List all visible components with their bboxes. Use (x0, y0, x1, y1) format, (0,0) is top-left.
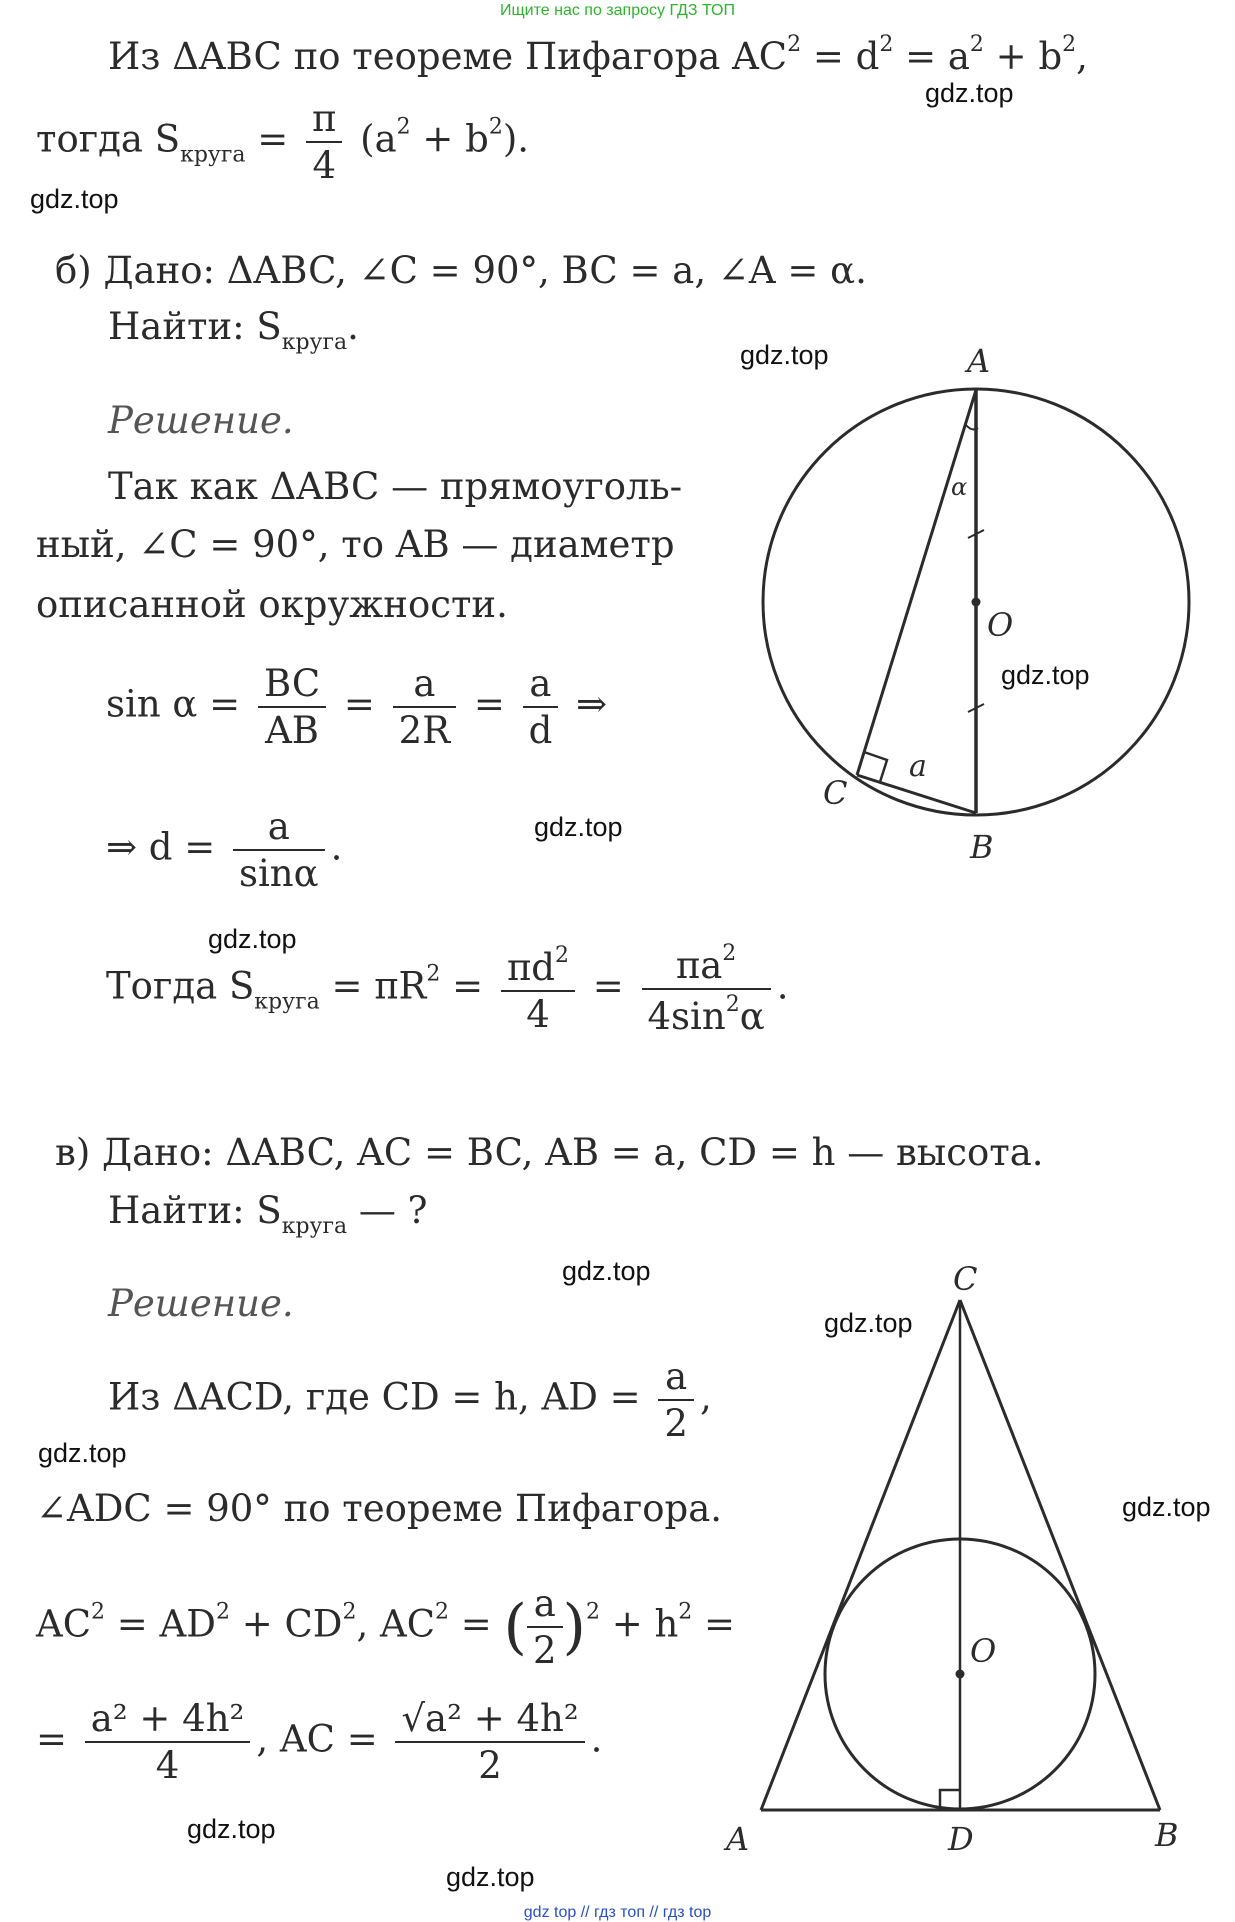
part-v-given: в) Дано: ΔABC, AC = BC, AB = a, CD = h — высота. (55, 1131, 1044, 1174)
footer-links: gdz top // гдз топ // гдз top (523, 1904, 712, 1921)
part-b-solution-heading: Решение. (108, 399, 294, 442)
watermark: gdz.top (824, 1308, 913, 1338)
side-cb (960, 1300, 1160, 1810)
line-area-circle: тогда $S_{круга}$ = $\frac{\pi}{4}$ $(a^2 + b^2)$. (36, 97, 530, 187)
line-pythagoras: Из ΔABC по теореме Пифагора $AC^2 = d^2 = a^2 + b^2$, (108, 32, 1088, 78)
label-side-a: a (909, 749, 927, 784)
watermark: gdz.top (446, 1862, 535, 1892)
label-d: D (948, 1820, 974, 1858)
part-v-solution-heading: Решение. (108, 1282, 294, 1325)
label-c: C (823, 774, 848, 812)
side-ca (761, 1300, 960, 1810)
label-a: A (967, 342, 991, 380)
area-result-formula: Тогда $S_{круга} = \pi R^2$ = $\frac{\pi d^2}{4}$ = $\frac{\pi a^2}{4\sin^2\alpha}$ . (106, 941, 789, 1038)
figure-circumscribed-circle (750, 330, 1220, 870)
ac-result-formula: = $\frac{\text{a² + 4h²}}{4}$ , AC = $\frac{\text{√a² + 4h²}}{2}$ . (36, 1697, 603, 1787)
label-b: B (1155, 1816, 1179, 1854)
label-c: C (953, 1260, 978, 1298)
sin-alpha-formula: sin α = $\frac{BC}{AB}$ = $\frac{a}{2R}$ = $\frac{a}{d}$ ⇒ (106, 662, 608, 752)
center-point (956, 1670, 965, 1679)
label-o: O (987, 606, 1014, 644)
watermark: gdz.top (925, 78, 1014, 108)
watermark: gdz.top (208, 924, 297, 954)
top-banner: Ищите нас по запросу ГДЗ ТОП (500, 2, 735, 19)
watermark: gdz.top (562, 1256, 651, 1286)
watermark: gdz.top (1122, 1492, 1211, 1522)
watermark: gdz.top (1001, 660, 1090, 690)
part-v-para-2: ∠ADC = 90° по теореме Пифагора. (36, 1487, 723, 1530)
diameter-formula: ⇒ d = $\frac{a}{\sin\alpha}$ . (106, 805, 343, 895)
watermark: gdz.top (740, 340, 829, 370)
figure-inscribed-circle (720, 1255, 1220, 1875)
label-b: B (970, 828, 994, 866)
label-alpha: α (951, 473, 968, 501)
part-b-para-2: ный, ∠C = 90°, то AB — диаметр (36, 523, 675, 566)
label-a: A (726, 1820, 750, 1858)
watermark: gdz.top (38, 1438, 127, 1468)
watermark: gdz.top (187, 1814, 276, 1844)
part-b-given: б) Дано: ΔABC, ∠C = 90°, BC = a, ∠A = α. (55, 249, 867, 292)
part-v-para-1: Из ΔACD, где CD = h, AD = $\frac{a}{2}$ , (108, 1355, 712, 1445)
pythagoras-ac-formula: $AC^2 = AD^2 + CD^2$, $AC^2$ = ( $\frac{a}{2}$ )$^2 + h^2$ = (36, 1582, 736, 1672)
watermark: gdz.top (30, 184, 119, 214)
part-b-para-1: Так как ΔABC — прямоуголь- (108, 465, 683, 508)
label-o: O (970, 1632, 997, 1670)
part-b-para-3: описанной окружности. (36, 583, 508, 626)
part-v-find: Найти: $S_{круга}$ — ? (108, 1189, 428, 1239)
side-ac (857, 390, 976, 775)
part-b-find: Найти: $S_{круга}$. (108, 305, 359, 355)
watermark: gdz.top (534, 812, 623, 842)
center-point (972, 598, 981, 607)
